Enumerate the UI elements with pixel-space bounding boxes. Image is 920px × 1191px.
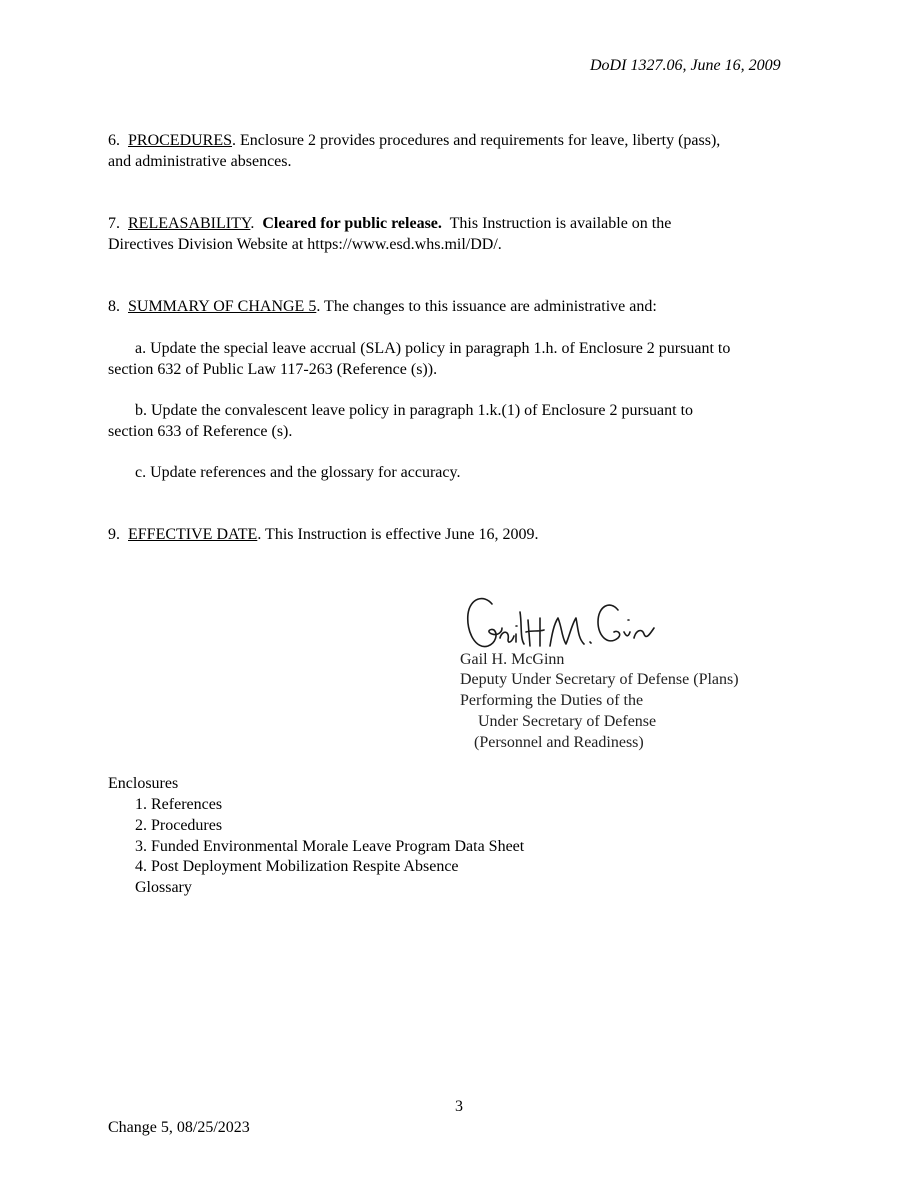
section-9 (108, 525, 538, 545)
section-6-number: 6. (108, 132, 120, 149)
signatory-office: Under Secretary of Defense (478, 713, 657, 730)
section-7-bold: Cleared for public release. (262, 215, 442, 232)
enclosure-item: 4. Post Deployment Mobilization Respite Absence (135, 858, 459, 875)
page-number: 3 (455, 1098, 463, 1115)
section-7 (108, 214, 671, 234)
signatory-title: Deputy Under Secretary of Defense (Plans) (460, 671, 739, 688)
signatory-duties: Performing the Duties of the (460, 692, 644, 709)
change-notice: Change 5, 08/25/2023 (108, 1119, 250, 1136)
enclosure-item: 3. Funded Environmental Morale Leave Program Data Sheet (135, 838, 525, 855)
signatory-office-detail: (Personnel and Readiness) (474, 734, 644, 751)
enclosure-item: 2. Procedures (135, 817, 223, 834)
section-7-sep: . (250, 215, 263, 232)
section-7-text-cont: Directives Division Website at https://www.esd.whs.mil/DD/. (108, 236, 502, 253)
section-9-heading: EFFECTIVE DATE (128, 526, 258, 543)
section-9-number: 9. (108, 526, 120, 543)
section-9-text: . This Instruction is effective June 16, 2009. (257, 526, 539, 543)
document-header: DoDI 1327.06, June 16, 2009 (590, 57, 781, 74)
section-8-heading: SUMMARY OF CHANGE 5 (128, 298, 317, 315)
section-6-text-cont: and administrative absences. (108, 153, 292, 170)
section-8c: c. Update references and the glossary for accuracy. (135, 464, 461, 481)
section-7-number: 7. (108, 215, 120, 232)
section-8a: a. Update the special leave accrual (SLA) policy in paragraph 1.h. of Enclosure 2 pursuant to (135, 340, 731, 357)
enclosure-item: 1. References (135, 796, 223, 813)
section-7-heading: RELEASABILITY (128, 215, 251, 232)
section-6-heading: PROCEDURES (128, 132, 233, 149)
handwritten-signature (458, 590, 688, 656)
enclosure-item: Glossary (135, 879, 192, 896)
section-8-text: . The changes to this issuance are administrative and: (316, 298, 657, 315)
section-6-text: . Enclosure 2 provides procedures and requirements for leave, liberty (pass), (232, 132, 721, 149)
section-6 (108, 131, 720, 151)
section-8b-cont: section 633 of Reference (s). (108, 423, 293, 440)
signatory-name: Gail H. McGinn (460, 651, 565, 668)
enclosures-heading: Enclosures (108, 775, 179, 792)
section-8-number: 8. (108, 298, 120, 315)
section-8 (108, 297, 657, 317)
section-7-text: This Instruction is available on the (441, 215, 672, 232)
section-8b: b. Update the convalescent leave policy in paragraph 1.k.(1) of Enclosure 2 pursuant to (135, 402, 694, 419)
section-8a-cont: section 632 of Public Law 117-263 (Reference (s)). (108, 361, 438, 378)
